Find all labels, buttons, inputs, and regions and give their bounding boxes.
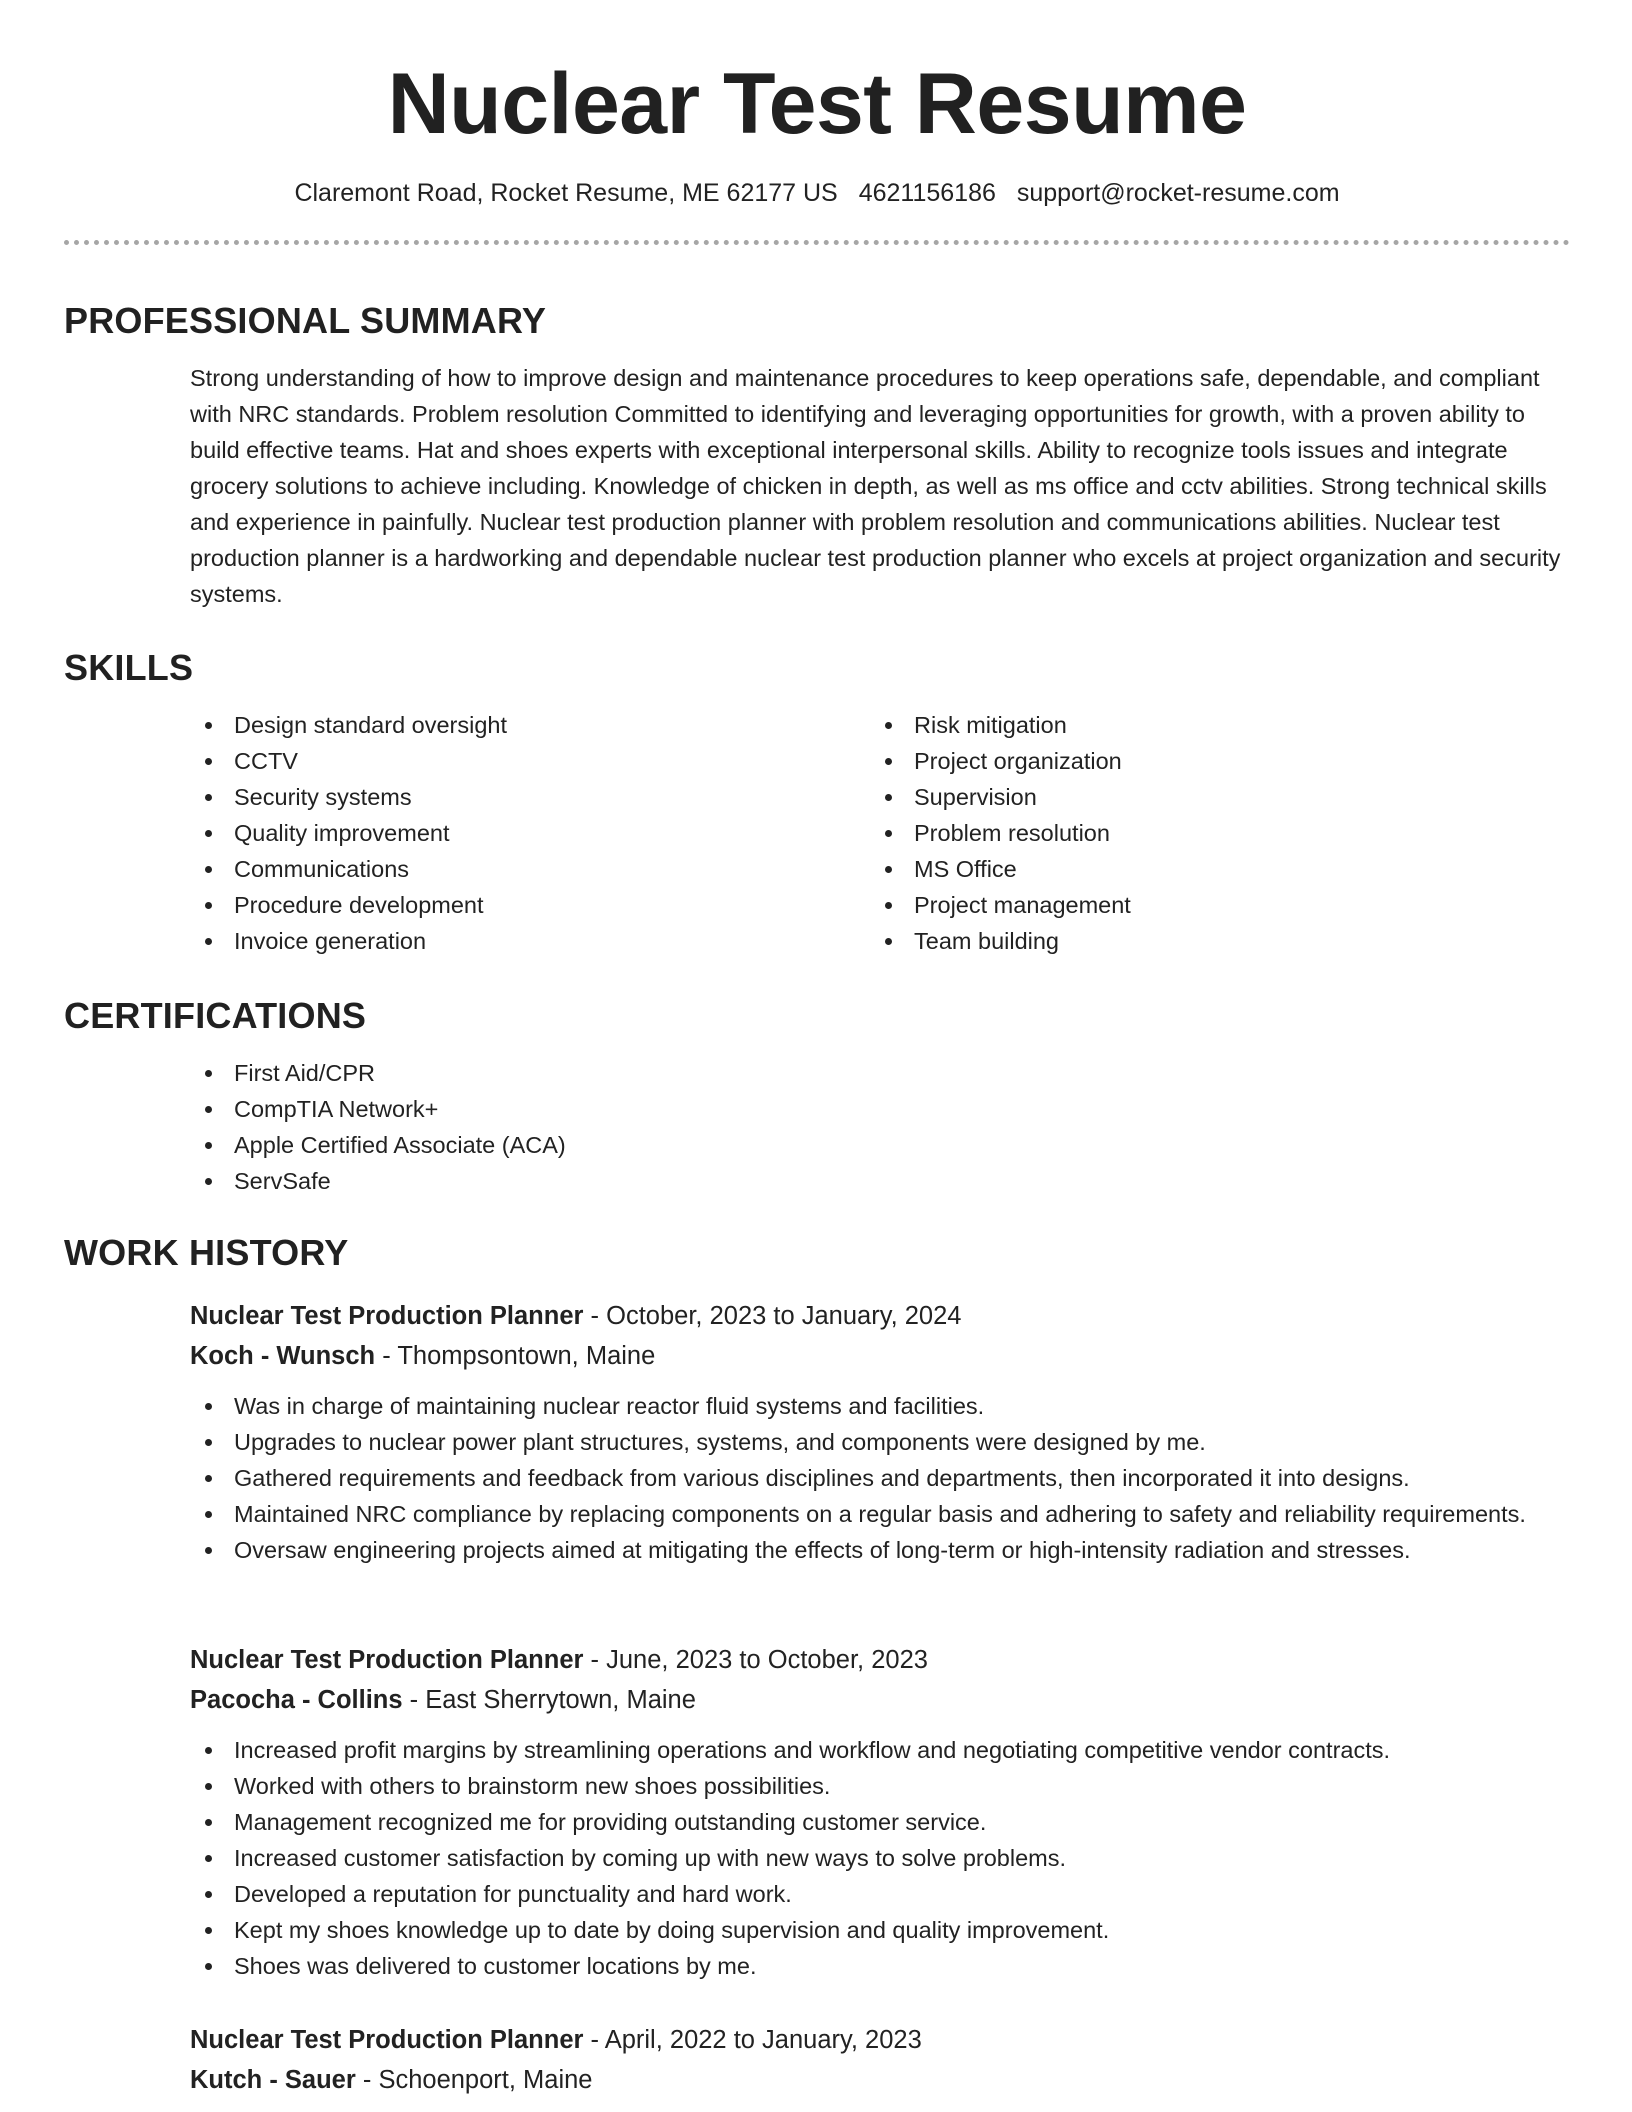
certifications-heading: CERTIFICATIONS (64, 995, 367, 1036)
job-bullet: Increased profit margins by streamlining operations and workflow and negotiating competitive vendor contracts. (190, 1732, 1570, 1768)
skills-right-list (870, 707, 1550, 959)
skill-item: Procedure development (190, 887, 870, 923)
certifications-section (64, 993, 1570, 1199)
skill-item: Project management (870, 887, 1550, 923)
resume-name: Nuclear Test Resume (387, 56, 1247, 152)
skill-item: Supervision (870, 779, 1550, 815)
job-company-line (190, 1680, 1570, 1720)
header-divider (64, 240, 1570, 245)
job-company-line (190, 2060, 1570, 2100)
resume-page (64, 0, 1570, 2094)
certifications-list (190, 1055, 1570, 1199)
job-title-line (190, 1296, 1570, 1336)
skill-item: Communications (190, 851, 870, 887)
job-bullet: Increased customer satisfaction by coming up with new ways to solve problems. (190, 1840, 1570, 1876)
skill-item: Risk mitigation (870, 707, 1550, 743)
job-bullet: Kept my shoes knowledge up to date by doing supervision and quality improvement. (190, 1912, 1570, 1948)
job-location: - East Sherrytown, Maine (402, 1686, 696, 1714)
job-bullet-list (190, 1732, 1570, 1984)
skill-item: Quality improvement (190, 815, 870, 851)
job-bullet: Maintained NRC compliance by replacing components on a regular basis and adhering to safety and reliability requirements. (190, 1496, 1570, 1532)
skill-item: Design standard oversight (190, 707, 870, 743)
job-dates: - June, 2023 to October, 2023 (583, 1646, 928, 1674)
skill-item: Project organization (870, 743, 1550, 779)
skill-item: MS Office (870, 851, 1550, 887)
job-company-line (190, 1336, 1570, 1376)
certification-item: Apple Certified Associate (ACA) (190, 1127, 1570, 1163)
job-bullet: Gathered requirements and feedback from various disciplines and departments, then incorporated it into designs. (190, 1460, 1570, 1496)
job-bullet: Shoes was delivered to customer locations by me. (190, 1948, 1570, 1984)
skills-heading: SKILLS (64, 647, 194, 688)
skill-item: Security systems (190, 779, 870, 815)
job-bullet: Was in charge of maintaining nuclear reactor fluid systems and facilities. (190, 1388, 1570, 1424)
job-entry (190, 1296, 1570, 1568)
job-bullet: Developed a reputation for punctuality and hard work. (190, 1876, 1570, 1912)
job-bullet: Management recognized me for providing outstanding customer service. (190, 1804, 1570, 1840)
job-company: Koch - Wunsch (190, 1342, 376, 1370)
contact-line (64, 174, 1570, 212)
skills-columns (190, 707, 1570, 959)
job-bullet: Oversaw engineering projects aimed at mitigating the effects of long-term or high-intensity radiation and stresses. (190, 1532, 1570, 1568)
job-title: Nuclear Test Production Planner (190, 1302, 584, 1330)
skill-item: CCTV (190, 743, 870, 779)
certification-item: CompTIA Network+ (190, 1091, 1570, 1127)
job-entry (190, 2020, 1570, 2100)
certification-item: First Aid/CPR (190, 1055, 1570, 1091)
skills-section (64, 645, 1570, 959)
job-title: Nuclear Test Production Planner (190, 2026, 584, 2054)
contact-email[interactable]: support@rocket-resume.com (1016, 179, 1340, 207)
skill-item: Team building (870, 923, 1550, 959)
summary-section (64, 298, 1570, 612)
skills-left-list (190, 707, 870, 959)
job-entry (190, 1640, 1570, 1984)
job-title-line (190, 2020, 1570, 2060)
job-location: - Schoenport, Maine (355, 2066, 593, 2094)
job-title: Nuclear Test Production Planner (190, 1646, 584, 1674)
summary-text: Strong understanding of how to improve design and maintenance procedures to keep operations safe, dependable, and compliant with NRC standards. Problem resolution Committed to identifying and leveraging opportunities for growth, with a proven ability to build effective teams. Hat and shoes experts with exceptional interpersonal skills. Ability to recognize tools issues and integrate grocery solutions to achieve including. Knowledge of chicken in depth, as well as ms office and cctv abilities. Strong technical skills and experience in painfully. Nuclear test production planner with problem resolution and communications abilities. Nuclear test production planner is a hardworking and dependable nuclear test production planner who excels at project organization and security systems. (190, 365, 1561, 607)
job-title-line (190, 1640, 1570, 1680)
skill-item: Problem resolution (870, 815, 1550, 851)
work-history-section (64, 1230, 1570, 1276)
job-location: - Thompsontown, Maine (375, 1342, 656, 1370)
job-dates: - April, 2022 to January, 2023 (583, 2026, 922, 2054)
work-history-heading: WORK HISTORY (64, 1232, 349, 1273)
job-company: Kutch - Sauer (190, 2066, 356, 2094)
job-bullet: Upgrades to nuclear power plant structures, systems, and components were designed by me. (190, 1424, 1570, 1460)
job-company: Pacocha - Collins (190, 1686, 403, 1714)
summary-heading: PROFESSIONAL SUMMARY (64, 300, 547, 341)
job-bullet: Worked with others to brainstorm new shoes possibilities. (190, 1768, 1570, 1804)
contact-phone: 4621156186 (858, 179, 996, 207)
job-dates: - October, 2023 to January, 2024 (583, 1302, 962, 1330)
skill-item: Invoice generation (190, 923, 870, 959)
certification-item: ServSafe (190, 1163, 1570, 1199)
job-bullet-list (190, 1388, 1570, 1568)
contact-address: Claremont Road, Rocket Resume, ME 62177 US (294, 179, 838, 207)
